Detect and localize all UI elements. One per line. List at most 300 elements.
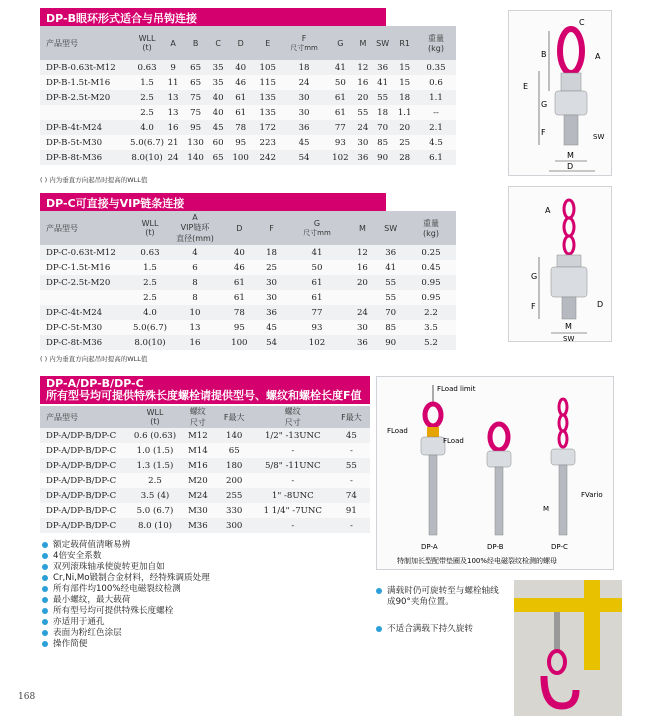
table-cell: 0.6 [416,75,456,90]
table-cell: 12 [354,60,372,75]
table-cell: 16 [354,75,372,90]
table-cell: 61 [284,290,349,305]
table-cell: 200 [216,473,253,488]
table-cell: 24 [164,150,182,165]
table-cell: 0.63 [130,245,170,260]
table-cell: 45 [281,135,327,150]
table-cell: 85 [372,135,393,150]
table-cell: DP-C-8t-M36 [40,335,130,350]
table-cell: 30 [350,320,376,335]
feature-item: 表面为粉红色涂层 [42,628,210,639]
table-cell: 223 [254,135,281,150]
table-cell: 36 [281,120,327,135]
table-row [40,260,456,275]
table-cell: 95 [227,135,254,150]
table-cell: 18 [281,60,327,75]
feature-item: 双列滚珠轴承使旋转更加自如 [42,562,210,573]
table-row [40,135,456,150]
table-row [40,458,370,473]
table-cell: M30 [180,503,216,518]
table-cell: 41 [284,245,349,260]
section-c-note: ( ) 内为垂直方向起吊时提高的WLL值 [40,355,148,363]
table-cell: 36 [259,305,285,320]
table-cell: 20 [393,120,416,135]
table-row [40,428,370,443]
table-cell: 300 [216,518,253,533]
table-cell: 15 [393,75,416,90]
table-row [40,75,456,90]
table-cell: 65 [182,60,209,75]
table-cell: 36 [350,335,376,350]
label-dp-b: DP-B [487,543,504,551]
table-cell: 77 [327,120,354,135]
header-weight: 重量 (kg) [416,26,456,60]
table-cell: 6 [170,260,220,275]
table-cell: 5.0(6.7) [130,320,170,335]
label-f: F [531,302,536,311]
section-c-title: DP-C可直接与VIP链条连接 [40,193,386,213]
table-cell [40,290,130,305]
feature-item: 4倍安全系数 [42,551,210,562]
table-cell: 90 [375,335,406,350]
table-cell: 61 [327,90,354,105]
table-cell [40,105,130,120]
table-cell: -- [416,105,456,120]
table-cell: 61 [284,275,349,290]
label-c: C [579,18,585,27]
table-cell: 95 [220,320,259,335]
table-cell: 93 [284,320,349,335]
section-b-title: DP-B眼环形式适合与吊钩连接 [40,8,386,28]
table-cell: 20 [350,275,376,290]
table-cell: 54 [259,335,285,350]
table-cell: 21 [164,135,182,150]
table-cell: 55 [375,290,406,305]
table-cell: 24 [281,75,327,90]
table-cell: 54 [281,150,327,165]
table-row [40,518,370,533]
table-cell: 50 [284,260,349,275]
table-cell: 2.5 [130,275,170,290]
feature-item: Cr,Ni,Mo锻制合金材料，经特殊调质处理 [42,573,210,584]
table-cell: 25 [393,135,416,150]
photo-drawing [514,580,622,716]
table-cell: 40 [227,60,254,75]
table-cell: 41 [375,260,406,275]
table-cell: 13 [164,105,182,120]
table-cell: 93 [327,135,354,150]
header-m: M [350,211,376,245]
table-cell: 30 [281,90,327,105]
section-a-table [40,406,370,533]
table-cell: 16 [164,120,182,135]
table-cell: 9 [164,60,182,75]
table-cell: 24 [354,120,372,135]
table-row [40,245,456,260]
header-d: D [227,26,254,60]
header-wll: WLL (t) [130,26,164,60]
table-cell: M16 [180,458,216,473]
table-cell: 40 [209,105,227,120]
table-cell: DP-A/DP-B/DP-C [40,518,130,533]
header-r1: R1 [393,26,416,60]
header-wll: WLL (t) [130,406,180,428]
page-number: 168 [18,692,36,702]
table-row [40,150,456,165]
table-cell: 35 [209,75,227,90]
table-cell: 40 [220,245,259,260]
feature-item: 亦适用于通孔 [42,617,210,628]
table-cell: 242 [254,150,281,165]
table-cell: 55 [372,90,393,105]
table-row [40,503,370,518]
table-cell: 75 [182,90,209,105]
label-dp-a: DP-A [421,543,438,551]
table-cell: 70 [372,120,393,135]
table-cell: 1/2" -13UNC [253,428,333,443]
table-cell: 30 [259,275,285,290]
table-cell: 16 [350,260,376,275]
table-cell: 8 [170,275,220,290]
table-row [40,443,370,458]
dp-b-drawing [509,11,613,177]
header-g: G [327,26,354,60]
dp-c-drawing [509,187,613,343]
header-b: B [182,26,209,60]
table-cell: DP-A/DP-B/DP-C [40,473,130,488]
header-d: D [220,211,259,245]
table-row [40,275,456,290]
table-cell: 8 [170,290,220,305]
table-cell: 78 [220,305,259,320]
table-cell: 6.1 [416,150,456,165]
label-fload-limit: FLoad limit [437,385,476,393]
table-cell: 25 [259,260,285,275]
table-cell: M14 [180,443,216,458]
table-cell: 102 [284,335,349,350]
table-cell: 8.0(10) [130,150,164,165]
feature-item: 操作简便 [42,639,210,650]
table-cell: 24 [350,305,376,320]
table-row [40,60,456,75]
header-f: F 尺寸mm [281,26,327,60]
note-rotation: 满载时仍可旋转至与螺栓轴线成90°夹角位置。 [376,586,500,608]
table-cell: 77 [284,305,349,320]
table-row [40,335,456,350]
table-cell: DP-B-0.63t-M12 [40,60,130,75]
table-cell: 85 [375,320,406,335]
header-f: F [259,211,285,245]
table-cell: 41 [372,75,393,90]
table-cell: DP-C-5t-M30 [40,320,130,335]
table-cell: 0.6 (0.63) [130,428,180,443]
label-f: F [541,128,546,137]
table-cell: 45 [209,120,227,135]
table-cell: 95 [182,120,209,135]
header-sw: SW [375,211,406,245]
table-row [40,305,456,320]
table-cell: 30 [281,105,327,120]
table-cell: 30 [354,135,372,150]
table-cell: 75 [182,105,209,120]
feature-item: 所有型号均可提供特殊长度螺栓 [42,606,210,617]
table-cell: 46 [227,75,254,90]
table-cell: 2.2 [406,305,456,320]
table-cell: DP-A/DP-B/DP-C [40,488,130,503]
table-cell: 3.5 (4) [130,488,180,503]
table-cell: 55 [333,458,370,473]
table-cell: 90 [372,150,393,165]
label-a: A [595,52,601,61]
label-m: M [543,505,550,513]
label-d: D [597,300,604,309]
table-cell: 0.63 [130,60,164,75]
table-cell: 255 [216,488,253,503]
table-cell: 74 [333,488,370,503]
table-cell: 140 [216,428,253,443]
table-cell: 45 [259,320,285,335]
table-cell: 65 [216,443,253,458]
header-thread: 螺纹 尺寸 [180,406,216,428]
table-cell: 61 [327,105,354,120]
section-a-title: DP-A/DP-B/DP-C 所有型号均可提供特殊长度螺栓请提供型号、螺纹和螺栓长度F值 [40,376,370,404]
section-b-table [40,26,456,165]
header-e: E [254,26,281,60]
table-cell: - [253,443,333,458]
table-row [40,488,370,503]
table-cell: 12 [350,245,376,260]
table-cell: 5.2 [406,335,456,350]
table-cell: 1.5 [130,260,170,275]
product-photo [514,580,622,716]
table-cell: M24 [180,488,216,503]
table-cell [350,290,376,305]
header-model: 产品型号 [40,26,130,60]
table-cell: 8.0(10) [130,335,170,350]
table-cell: - [333,518,370,533]
table-cell: 180 [216,458,253,473]
header-sw: SW [372,26,393,60]
feature-item: 额定载荷值清晰易辨 [42,540,210,551]
table-cell: 91 [333,503,370,518]
table-cell: 11 [164,75,182,90]
feature-item: 所有部件均100%经电磁裂纹检测 [42,584,210,595]
table-cell: DP-B-8t-M36 [40,150,130,165]
table-row [40,473,370,488]
table-row [40,90,456,105]
header-weight: 重量 (kg) [406,211,456,245]
table-cell: 5.0(6.7) [130,135,164,150]
table-cell: 3.5 [406,320,456,335]
header-model: 产品型号 [40,211,130,245]
table-cell: 61 [227,105,254,120]
header-a: A [164,26,182,60]
header-thread-unc: 螺纹 尺寸 [253,406,333,428]
table-cell: 2.5 [130,105,164,120]
table-cell: 15 [393,60,416,75]
table-cell: 65 [209,150,227,165]
table-cell: 8.0 (10) [130,518,180,533]
table-cell: 172 [254,120,281,135]
table-cell: DP-B-2.5t-M20 [40,90,130,105]
table-cell: 1" -8UNC [253,488,333,503]
diagram-dp-c [508,186,612,342]
table-cell: 4.5 [416,135,456,150]
header-wll: WLL (t) [130,211,170,245]
table-cell: 330 [216,503,253,518]
table-cell: DP-A/DP-B/DP-C [40,443,130,458]
table-cell: 5/8" -11UNC [253,458,333,473]
table-cell: 46 [220,260,259,275]
table-cell: 40 [209,90,227,105]
feature-list [42,540,210,650]
table-row [40,105,456,120]
label-m: M [567,151,574,160]
table-cell: DP-A/DP-B/DP-C [40,503,130,518]
table-cell: 1.1 [416,90,456,105]
header-fmax: F最大 [216,406,253,428]
table-cell: DP-C-0.63t-M12 [40,245,130,260]
table-cell: 1.1 [393,105,416,120]
diagram-caption: 特制加长型配带垫圈及100%经电磁裂纹检测的螺母 [397,557,558,565]
table-cell: 4.0 [130,305,170,320]
table-cell: 61 [220,275,259,290]
table-cell: 0.95 [406,275,456,290]
table-cell: 1 1/4" -7UNC [253,503,333,518]
table-cell: 70 [375,305,406,320]
table-cell: M20 [180,473,216,488]
label-e: E [523,82,529,91]
table-cell: 60 [209,135,227,150]
label-d: D [567,162,574,171]
table-cell: 135 [254,90,281,105]
table-cell: 140 [182,150,209,165]
table-cell: 18 [372,105,393,120]
table-cell: 20 [354,90,372,105]
header-g: G 尺寸mm [284,211,349,245]
label-sw: SW [593,133,605,141]
section-c-table [40,211,456,350]
table-cell: 2.5 [130,473,180,488]
table-cell: 45 [333,428,370,443]
table-cell: 115 [254,75,281,90]
label-fvario: FVario [581,491,603,499]
table-cell: DP-B-5t-M30 [40,135,130,150]
label-g: G [531,272,538,281]
table-cell: 0.35 [416,60,456,75]
table-cell: 28 [393,150,416,165]
table-cell: 13 [170,320,220,335]
table-cell: DP-A/DP-B/DP-C [40,458,130,473]
header-m: M [354,26,372,60]
table-cell: 4.0 [130,120,164,135]
table-cell: 4 [170,245,220,260]
label-sw: SW [563,335,575,343]
label-a: A [545,206,551,215]
table-cell: 61 [220,290,259,305]
label-dp-c: DP-C [551,543,568,551]
table-cell: 105 [254,60,281,75]
table-cell: 61 [227,90,254,105]
load-drawing [377,377,615,571]
table-cell: 78 [227,120,254,135]
table-cell: - [253,518,333,533]
table-row [40,290,456,305]
table-cell: - [253,473,333,488]
label-fload-left: FLoad [387,427,408,435]
table-cell: DP-C-4t-M24 [40,305,130,320]
unit-label: 尺寸mm [303,228,331,237]
table-cell: 135 [254,105,281,120]
table-cell: 1.0 (1.5) [130,443,180,458]
header-model: 产品型号 [40,406,130,428]
table-cell: 18 [393,90,416,105]
table-cell: 36 [354,150,372,165]
table-cell: 41 [327,60,354,75]
table-cell: DP-C-2.5t-M20 [40,275,130,290]
table-cell: 0.95 [406,290,456,305]
table-cell: 55 [354,105,372,120]
table-cell: 2.5 [130,290,170,305]
table-cell: 36 [372,60,393,75]
table-cell: DP-A/DP-B/DP-C [40,428,130,443]
table-cell: 0.25 [406,245,456,260]
table-cell: M36 [180,518,216,533]
label-b: B [541,50,547,59]
table-cell: 30 [259,290,285,305]
table-cell: 0.45 [406,260,456,275]
table-cell: - [333,473,370,488]
table-row [40,320,456,335]
diagram-dp-b [508,10,612,176]
header-c: C [209,26,227,60]
table-cell: 10 [170,305,220,320]
table-cell: 130 [182,135,209,150]
section-b-note: ( ) 内为垂直方向起吊时提高的WLL值 [40,176,148,184]
table-cell: 35 [209,60,227,75]
table-cell: 100 [227,150,254,165]
table-cell: DP-B-4t-M24 [40,120,130,135]
header-a: A VIP链环 直径(mm) [170,211,220,245]
table-cell: 1.3 (1.5) [130,458,180,473]
table-cell: 2.1 [416,120,456,135]
table-cell: 55 [375,275,406,290]
table-cell: M12 [180,428,216,443]
table-cell: DP-C-1.5t-M16 [40,260,130,275]
table-cell: 5.0 (6.7) [130,503,180,518]
label-fload-right: FLoad [443,437,464,445]
table-cell: 102 [327,150,354,165]
table-cell: 2.5 [130,90,164,105]
table-cell: 18 [259,245,285,260]
diagram-load [376,376,614,570]
table-cell: 13 [164,90,182,105]
table-cell: 1.5 [130,75,164,90]
table-row [40,120,456,135]
table-cell: 65 [182,75,209,90]
label-g: G [541,100,548,109]
table-cell: - [333,443,370,458]
table-cell: 16 [170,335,220,350]
header-fmax-unc: F最大 [333,406,370,428]
table-cell: 50 [327,75,354,90]
table-cell: DP-B-1.5t-M16 [40,75,130,90]
label-m: M [565,322,572,331]
unit-label: 尺寸mm [290,43,318,52]
table-cell: 100 [220,335,259,350]
table-cell: 36 [375,245,406,260]
feature-item: 最小螺纹，最大载荷 [42,595,210,606]
